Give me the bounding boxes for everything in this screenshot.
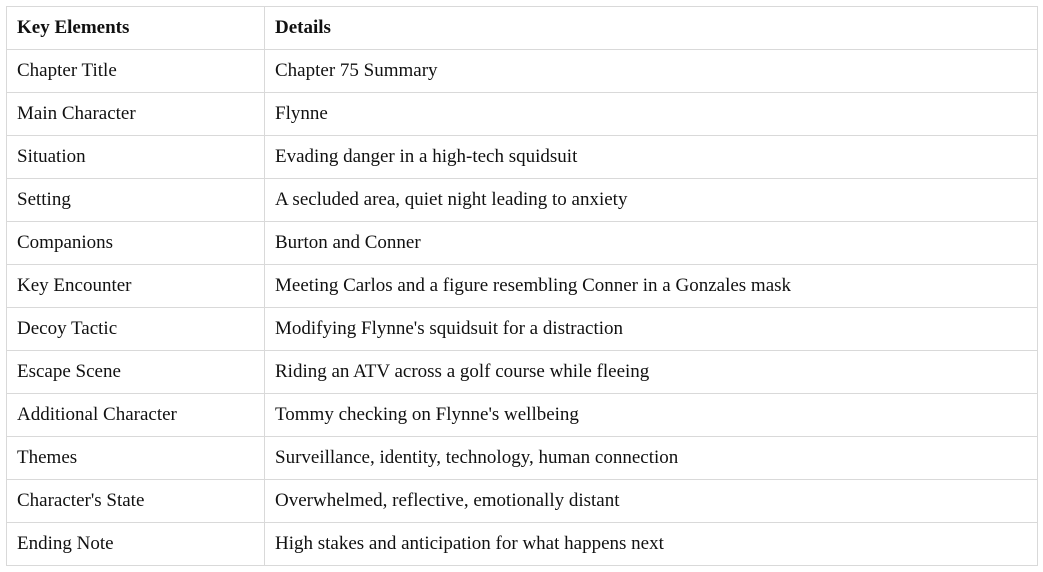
row-detail-cell: A secluded area, quiet night leading to anxiety — [265, 179, 1038, 222]
row-key-cell: Themes — [7, 437, 265, 480]
row-key-cell: Main Character — [7, 93, 265, 136]
row-key-cell: Escape Scene — [7, 351, 265, 394]
table-row — [7, 136, 1038, 179]
summary-table-container — [6, 6, 1037, 566]
table-row — [7, 523, 1038, 566]
table-row — [7, 50, 1038, 93]
row-detail-cell: Chapter 75 Summary — [265, 50, 1038, 93]
table-row — [7, 351, 1038, 394]
row-key-cell: Ending Note — [7, 523, 265, 566]
row-detail-cell: Riding an ATV across a golf course while fleeing — [265, 351, 1038, 394]
table-row — [7, 480, 1038, 523]
row-detail-cell: Flynne — [265, 93, 1038, 136]
row-detail-cell: Evading danger in a high-tech squidsuit — [265, 136, 1038, 179]
table-row — [7, 308, 1038, 351]
table-row — [7, 93, 1038, 136]
row-key-cell: Companions — [7, 222, 265, 265]
row-detail-cell: Modifying Flynne's squidsuit for a distraction — [265, 308, 1038, 351]
summary-table — [6, 6, 1038, 566]
table-row — [7, 265, 1038, 308]
row-detail-cell: Burton and Conner — [265, 222, 1038, 265]
row-key-cell: Additional Character — [7, 394, 265, 437]
row-key-cell: Decoy Tactic — [7, 308, 265, 351]
row-key-cell: Setting — [7, 179, 265, 222]
table-row — [7, 437, 1038, 480]
row-key-cell: Chapter Title — [7, 50, 265, 93]
row-key-cell: Situation — [7, 136, 265, 179]
column-header-details: Details — [265, 7, 1038, 50]
column-header-key-elements: Key Elements — [7, 7, 265, 50]
row-detail-cell: Tommy checking on Flynne's wellbeing — [265, 394, 1038, 437]
row-key-cell: Key Encounter — [7, 265, 265, 308]
table-row — [7, 222, 1038, 265]
table-row — [7, 394, 1038, 437]
row-detail-cell: Surveillance, identity, technology, human connection — [265, 437, 1038, 480]
row-detail-cell: Meeting Carlos and a figure resembling Conner in a Gonzales mask — [265, 265, 1038, 308]
row-key-cell: Character's State — [7, 480, 265, 523]
table-row — [7, 179, 1038, 222]
table-header-row — [7, 7, 1038, 50]
row-detail-cell: High stakes and anticipation for what happens next — [265, 523, 1038, 566]
row-detail-cell: Overwhelmed, reflective, emotionally distant — [265, 480, 1038, 523]
